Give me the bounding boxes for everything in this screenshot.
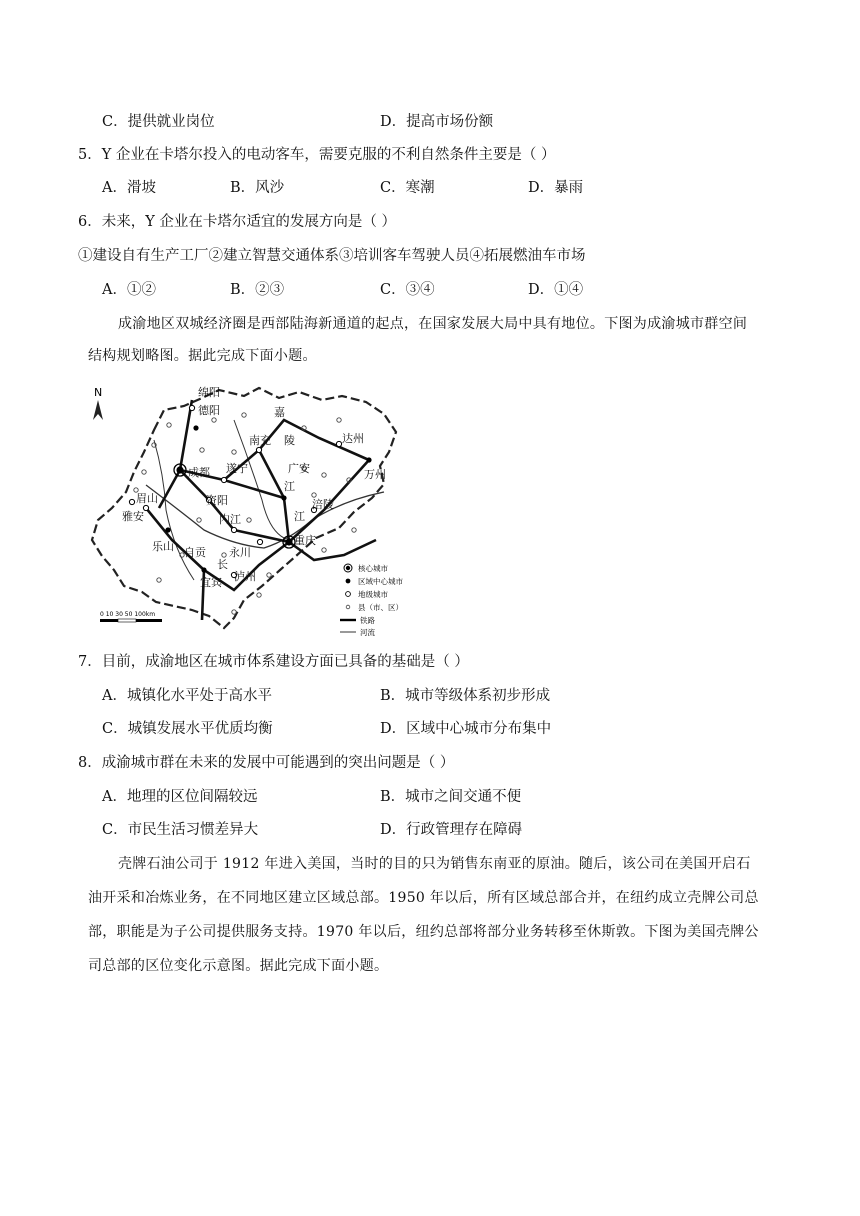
map-label-mianyang: 绵阳 — [198, 386, 220, 399]
scale-bar — [100, 611, 162, 622]
north-label: N — [94, 386, 103, 399]
map-label-yibin: 宜宾 — [200, 576, 222, 589]
map-label-deyang: 德阳 — [198, 404, 220, 417]
q4-option-d: D．提高市场份额 — [380, 114, 494, 130]
q4-option-c: C．提供就业岗位 — [102, 114, 215, 130]
passage3-line1: 壳牌石油公司于 1912 年进入美国，当时的目的只为销售东南亚的原油。随后，该公司在美国开启石 — [118, 856, 751, 872]
map-label-luzhou: 泸州 — [234, 570, 256, 583]
q6-option-b: B．②③ — [230, 282, 285, 298]
q7-option-b: B．城市等级体系初步形成 — [380, 688, 551, 704]
map-label-guangan: 广安 — [288, 462, 310, 475]
map-label-chongqing: 重庆 — [294, 534, 316, 547]
q5-option-b: B．风沙 — [230, 180, 285, 196]
svg-text:核心城市: 核心城市 — [358, 564, 388, 573]
q7-option-c: C．城镇发展水平优质均衡 — [102, 721, 273, 737]
q7-option-d: D．区域中心城市分布集中 — [380, 721, 552, 737]
map-label-meishan: 眉山 — [136, 492, 158, 505]
map-label-zigong: 自贡 — [184, 546, 206, 559]
svg-text:区域中心城市: 区域中心城市 — [358, 577, 403, 586]
q5-option-d: D．暴雨 — [528, 180, 584, 196]
q5-option-a: A．滑坡 — [102, 180, 156, 196]
min-river — [154, 440, 194, 580]
q8-option-c: C．市民生活习惯差异大 — [102, 822, 259, 838]
q5-option-c: C．寒潮 — [380, 180, 435, 196]
q6-items: ①建设自有生产工厂②建立智慧交通体系③培训客车驾驶人员④拓展燃油车市场 — [78, 248, 586, 264]
q6-option-a: A．①② — [102, 282, 156, 298]
q7-option-a: A．城镇化水平处于高水平 — [102, 688, 272, 704]
svg-text:河流: 河流 — [360, 628, 375, 637]
map-legend — [340, 563, 403, 637]
map-label-leshan: 乐山 — [152, 540, 174, 553]
map-label-dazhou: 达州 — [342, 432, 364, 445]
map-label-suining: 遂宁 — [226, 462, 248, 475]
q8-option-a: A．地理的区位间隔较远 — [102, 789, 258, 805]
q8-stem: 8．成渝城市群在未来的发展中可能遇到的突出问题是（ ） — [78, 755, 455, 771]
svg-text:0 10 30 50 100km: 0 10 30 50 100km — [100, 611, 156, 618]
map-label-chengdu: 成都 — [188, 466, 210, 479]
q6-option-c: C．③④ — [380, 282, 435, 298]
map-label-ling: 陵 — [284, 434, 295, 447]
map-label-wanzhou: 万州 — [364, 468, 386, 481]
map-label-yaan: 雅安 — [122, 510, 144, 523]
svg-text:县（市、区）: 县（市、区） — [358, 603, 403, 612]
map-label-jiang2: 江 — [294, 510, 305, 523]
q8-option-d: D．行政管理存在障碍 — [380, 822, 523, 838]
map-label-fuling: 涪陵 — [312, 498, 334, 511]
svg-text:地级城市: 地级城市 — [358, 590, 388, 599]
map-label-nanchong: 南充 — [249, 434, 271, 447]
chengyu-map-figure — [84, 380, 424, 642]
passage2-line1: 成渝地区双城经济圈是西部陆海新通道的起点，在国家发展大局中具有地位。下图为成渝城市群空间 — [118, 316, 748, 332]
q8-option-b: B．城市之间交通不便 — [380, 789, 522, 805]
map-label-jia: 嘉 — [274, 406, 285, 419]
svg-text:铁路: 铁路 — [360, 616, 375, 625]
map-label-neijiang: 内江 — [219, 513, 241, 526]
q7-stem: 7．目前，成渝地区在城市体系建设方面已具备的基础是（ ） — [78, 654, 469, 670]
region-boundary — [92, 388, 396, 628]
north-arrow-icon — [93, 400, 103, 420]
passage2-line2: 结构规划略图。据此完成下面小题。 — [88, 348, 317, 364]
map-label-ziyang: 资阳 — [206, 494, 228, 507]
q6-stem: 6．未来，Y 企业在卡塔尔适宜的发展方向是（ ） — [78, 214, 397, 230]
q5-stem: 5．Y 企业在卡塔尔投入的电动客车，需要克服的不利自然条件主要是（ ） — [78, 147, 556, 163]
passage3-line2: 油开采和冶炼业务，在不同地区建立区域总部。1950 年以后，所有区域总部合并，在纽约成立壳牌公司总 — [88, 890, 759, 906]
q6-option-d: D．①④ — [528, 282, 584, 298]
passage3-line4: 司总部的区位变化示意图。据此完成下面小题。 — [88, 958, 389, 974]
passage3-line3: 部，职能是为子公司提供服务支持。1970 年以后，纽约总部将部分业务转移至休斯敦。下图为美国壳牌公 — [88, 924, 759, 940]
map-label-jiang: 江 — [284, 480, 295, 493]
map-label-yongchuan: 永川 — [229, 546, 251, 559]
map-label-chang: 长 — [217, 558, 228, 571]
